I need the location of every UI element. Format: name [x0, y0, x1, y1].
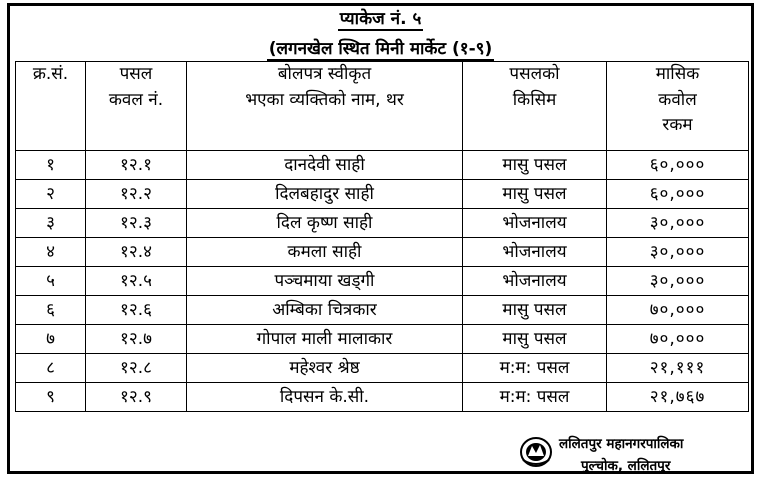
- cell-shop: १२.६: [86, 296, 187, 325]
- cell-serial: ८: [16, 354, 86, 383]
- cell-shop: १२.९: [86, 383, 187, 412]
- cell-serial: ५: [16, 267, 86, 296]
- cell-shop: १२.३: [86, 209, 187, 238]
- cell-type: भोजनालय: [463, 209, 607, 238]
- cell-type: म:म: पसल: [463, 383, 607, 412]
- header-serial: क्र.सं.: [16, 62, 86, 151]
- cell-serial: १: [16, 151, 86, 180]
- cell-amount: ३०,०००: [607, 238, 749, 267]
- table-row: [16, 354, 749, 383]
- cell-type: भोजनालय: [463, 267, 607, 296]
- cell-serial: ९: [16, 383, 86, 412]
- header-monthly-amount: मासिक कवोल रकम: [607, 62, 749, 151]
- cell-name: दानदेवी साही: [187, 151, 463, 180]
- cell-type: म:म: पसल: [463, 354, 607, 383]
- cell-name: दिलबहादुर साही: [187, 180, 463, 209]
- cell-serial: २: [16, 180, 86, 209]
- cell-type: मासु पसल: [463, 180, 607, 209]
- table-row: [16, 267, 749, 296]
- cell-shop: १२.४: [86, 238, 187, 267]
- cell-amount: ३०,०००: [607, 209, 749, 238]
- cell-shop: १२.५: [86, 267, 187, 296]
- header-name: बोलपत्र स्वीकृत भएका व्यक्तिको नाम, थर: [187, 62, 463, 151]
- cell-shop: १२.२: [86, 180, 187, 209]
- table-row: [16, 325, 749, 354]
- cell-amount: ३०,०००: [607, 267, 749, 296]
- footer-line-2: पुल्चोक, ललितपुर: [581, 458, 671, 474]
- cell-shop: १२.१: [86, 151, 187, 180]
- header-shop-number: पसल कवल नं.: [86, 62, 187, 151]
- municipality-footer: [519, 434, 719, 474]
- document-frame: [7, 3, 754, 474]
- cell-shop: १२.८: [86, 354, 187, 383]
- table-row: [16, 296, 749, 325]
- cell-amount: २१,१११: [607, 354, 749, 383]
- cell-type: मासु पसल: [463, 296, 607, 325]
- cell-serial: ७: [16, 325, 86, 354]
- package-subtitle: (लगनखेल स्थित मिनी मार्केट (१-९): [268, 39, 493, 59]
- cell-serial: ६: [16, 296, 86, 325]
- cell-serial: ३: [16, 209, 86, 238]
- cell-type: मासु पसल: [463, 325, 607, 354]
- cell-name: दिपसन के.सी.: [187, 383, 463, 412]
- header-shop-type: पसलको किसिम: [463, 62, 607, 151]
- table-row: [16, 209, 749, 238]
- table-header-row: [16, 62, 749, 151]
- cell-shop: १२.७: [86, 325, 187, 354]
- cell-amount: ७०,०००: [607, 325, 749, 354]
- cell-name: अम्बिका चित्रकार: [187, 296, 463, 325]
- cell-type: भोजनालय: [463, 238, 607, 267]
- cell-type: मासु पसल: [463, 151, 607, 180]
- cell-amount: ६०,०००: [607, 180, 749, 209]
- cell-amount: ६०,०००: [607, 151, 749, 180]
- cell-name: गोपाल माली मालाकार: [187, 325, 463, 354]
- cell-name: कमला साही: [187, 238, 463, 267]
- municipality-emblem-icon: [519, 436, 553, 468]
- table-row: [16, 238, 749, 267]
- footer-line-1: ललितपुर महानगरपालिका: [559, 436, 684, 452]
- table-row: [16, 180, 749, 209]
- cell-amount: ७०,०००: [607, 296, 749, 325]
- allocation-table: [15, 61, 749, 412]
- cell-name: दिल कृष्ण साही: [187, 209, 463, 238]
- cell-name: महेश्वर श्रेष्ठ: [187, 354, 463, 383]
- cell-amount: २१,७६७: [607, 383, 749, 412]
- table-row: [16, 383, 749, 412]
- cell-name: पञ्चमाया खड्गी: [187, 267, 463, 296]
- cell-serial: ४: [16, 238, 86, 267]
- table-row: [16, 151, 749, 180]
- package-title: प्याकेज नं. ५: [339, 9, 422, 29]
